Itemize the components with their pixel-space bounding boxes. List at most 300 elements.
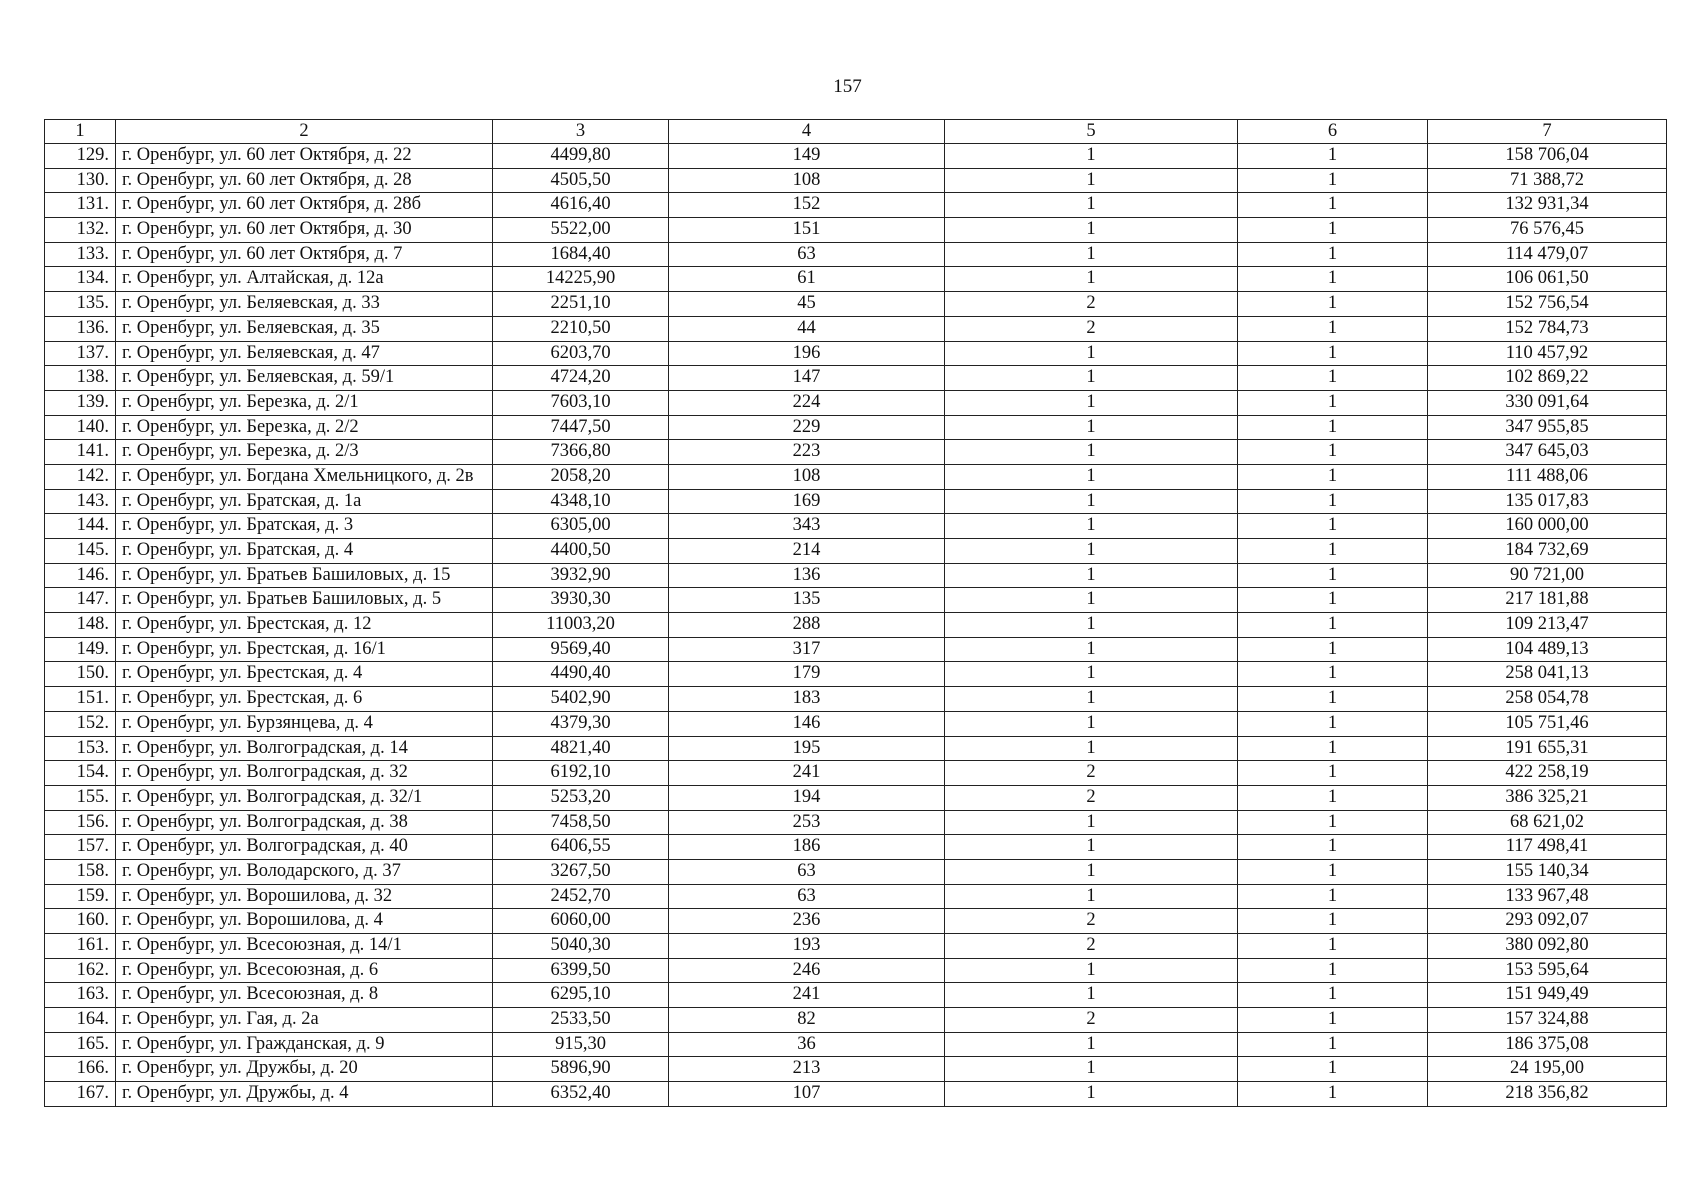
address-cell: г. Оренбург, ул. Дружбы, д. 20 [116,1057,493,1082]
amount-cell: 380 092,80 [1428,934,1667,959]
amount-cell: 160 000,00 [1428,514,1667,539]
value6-cell: 1 [1238,958,1428,983]
count-cell: 229 [669,415,945,440]
value6-cell: 1 [1238,761,1428,786]
area-cell: 7458,50 [493,810,669,835]
row-number-cell: 130. [45,168,116,193]
value5-cell: 1 [945,810,1238,835]
amount-cell: 133 967,48 [1428,884,1667,909]
row-number-cell: 164. [45,1008,116,1033]
address-cell: г. Оренбург, ул. Всесоюзная, д. 6 [116,958,493,983]
area-cell: 9569,40 [493,637,669,662]
value6-cell: 1 [1238,934,1428,959]
table-row [45,366,1667,391]
row-number-cell: 159. [45,884,116,909]
table-row [45,588,1667,613]
table-row [45,934,1667,959]
address-cell: г. Оренбург, ул. Волгоградская, д. 32 [116,761,493,786]
value6-cell: 1 [1238,687,1428,712]
area-cell: 5040,30 [493,934,669,959]
amount-cell: 68 621,02 [1428,810,1667,835]
amount-cell: 76 576,45 [1428,218,1667,243]
value5-cell: 1 [945,242,1238,267]
table-row [45,1057,1667,1082]
row-number-cell: 155. [45,785,116,810]
area-cell: 4724,20 [493,366,669,391]
row-number-cell: 162. [45,958,116,983]
row-number-cell: 144. [45,514,116,539]
value6-cell: 1 [1238,835,1428,860]
value6-cell: 1 [1238,144,1428,169]
count-cell: 193 [669,934,945,959]
value5-cell: 1 [945,464,1238,489]
address-cell: г. Оренбург, ул. Гражданская, д. 9 [116,1032,493,1057]
amount-cell: 90 721,00 [1428,563,1667,588]
table-row [45,464,1667,489]
table-row [45,785,1667,810]
column-header-4: 4 [669,120,945,144]
table-header-row [45,120,1667,144]
count-cell: 45 [669,292,945,317]
value6-cell: 1 [1238,440,1428,465]
area-cell: 7366,80 [493,440,669,465]
value5-cell: 1 [945,415,1238,440]
row-number-cell: 150. [45,662,116,687]
value6-cell: 1 [1238,218,1428,243]
amount-cell: 151 949,49 [1428,983,1667,1008]
row-number-cell: 157. [45,835,116,860]
table-row [45,390,1667,415]
count-cell: 288 [669,613,945,638]
amount-cell: 184 732,69 [1428,539,1667,564]
count-cell: 224 [669,390,945,415]
area-cell: 1684,40 [493,242,669,267]
amount-cell: 191 655,31 [1428,736,1667,761]
area-cell: 2452,70 [493,884,669,909]
table-row [45,711,1667,736]
address-cell: г. Оренбург, ул. Беляевская, д. 35 [116,316,493,341]
count-cell: 61 [669,267,945,292]
count-cell: 214 [669,539,945,564]
amount-cell: 110 457,92 [1428,341,1667,366]
area-cell: 6352,40 [493,1082,669,1107]
amount-cell: 152 756,54 [1428,292,1667,317]
table-row [45,662,1667,687]
area-cell: 2058,20 [493,464,669,489]
table-row [45,884,1667,909]
table-row [45,810,1667,835]
row-number-cell: 142. [45,464,116,489]
value6-cell: 1 [1238,366,1428,391]
value5-cell: 1 [945,884,1238,909]
value6-cell: 1 [1238,563,1428,588]
table-row [45,909,1667,934]
amount-cell: 114 479,07 [1428,242,1667,267]
count-cell: 149 [669,144,945,169]
value5-cell: 2 [945,909,1238,934]
count-cell: 152 [669,193,945,218]
address-cell: г. Оренбург, ул. Волгоградская, д. 38 [116,810,493,835]
area-cell: 5522,00 [493,218,669,243]
table-row [45,637,1667,662]
column-header-6: 6 [1238,120,1428,144]
value6-cell: 1 [1238,292,1428,317]
value6-cell: 1 [1238,662,1428,687]
count-cell: 135 [669,588,945,613]
area-cell: 4400,50 [493,539,669,564]
value5-cell: 1 [945,1057,1238,1082]
area-cell: 6192,10 [493,761,669,786]
amount-cell: 258 054,78 [1428,687,1667,712]
value6-cell: 1 [1238,242,1428,267]
table-row [45,687,1667,712]
count-cell: 179 [669,662,945,687]
value5-cell: 2 [945,761,1238,786]
address-cell: г. Оренбург, ул. Братская, д. 1а [116,489,493,514]
value6-cell: 1 [1238,613,1428,638]
table-row [45,242,1667,267]
address-cell: г. Оренбург, ул. 60 лет Октября, д. 7 [116,242,493,267]
count-cell: 343 [669,514,945,539]
count-cell: 63 [669,859,945,884]
area-cell: 6305,00 [493,514,669,539]
value5-cell: 2 [945,292,1238,317]
area-cell: 7447,50 [493,415,669,440]
address-cell: г. Оренбург, ул. Володарского, д. 37 [116,859,493,884]
count-cell: 223 [669,440,945,465]
row-number-cell: 151. [45,687,116,712]
value5-cell: 1 [945,168,1238,193]
count-cell: 36 [669,1032,945,1057]
count-cell: 241 [669,983,945,1008]
count-cell: 183 [669,687,945,712]
value6-cell: 1 [1238,415,1428,440]
table-row [45,341,1667,366]
amount-cell: 158 706,04 [1428,144,1667,169]
row-number-cell: 158. [45,859,116,884]
amount-cell: 153 595,64 [1428,958,1667,983]
row-number-cell: 135. [45,292,116,317]
table-row [45,835,1667,860]
address-cell: г. Оренбург, ул. Дружбы, д. 4 [116,1082,493,1107]
address-cell: г. Оренбург, ул. Бурзянцева, д. 4 [116,711,493,736]
table-row [45,415,1667,440]
value6-cell: 1 [1238,464,1428,489]
amount-cell: 155 140,34 [1428,859,1667,884]
table-row [45,267,1667,292]
value6-cell: 1 [1238,539,1428,564]
value5-cell: 1 [945,958,1238,983]
value5-cell: 1 [945,440,1238,465]
row-number-cell: 166. [45,1057,116,1082]
count-cell: 147 [669,366,945,391]
count-cell: 108 [669,168,945,193]
table-row [45,168,1667,193]
amount-cell: 102 869,22 [1428,366,1667,391]
area-cell: 915,30 [493,1032,669,1057]
count-cell: 196 [669,341,945,366]
value5-cell: 1 [945,588,1238,613]
table-row [45,761,1667,786]
address-cell: г. Оренбург, ул. Волгоградская, д. 14 [116,736,493,761]
table-row [45,440,1667,465]
value6-cell: 1 [1238,637,1428,662]
column-header-5: 5 [945,120,1238,144]
table-row [45,144,1667,169]
area-cell: 4499,80 [493,144,669,169]
amount-cell: 218 356,82 [1428,1082,1667,1107]
area-cell: 4379,30 [493,711,669,736]
value5-cell: 1 [945,983,1238,1008]
address-cell: г. Оренбург, ул. Беляевская, д. 33 [116,292,493,317]
count-cell: 82 [669,1008,945,1033]
amount-cell: 422 258,19 [1428,761,1667,786]
value5-cell: 1 [945,1082,1238,1107]
area-cell: 4505,50 [493,168,669,193]
value5-cell: 1 [945,144,1238,169]
table-row [45,218,1667,243]
value5-cell: 1 [945,835,1238,860]
row-number-cell: 147. [45,588,116,613]
address-cell: г. Оренбург, ул. Брестская, д. 4 [116,662,493,687]
value6-cell: 1 [1238,859,1428,884]
row-number-cell: 145. [45,539,116,564]
row-number-cell: 161. [45,934,116,959]
row-number-cell: 134. [45,267,116,292]
value6-cell: 1 [1238,193,1428,218]
count-cell: 241 [669,761,945,786]
value5-cell: 1 [945,1032,1238,1057]
row-number-cell: 133. [45,242,116,267]
amount-cell: 293 092,07 [1428,909,1667,934]
amount-cell: 111 488,06 [1428,464,1667,489]
address-cell: г. Оренбург, ул. Березка, д. 2/3 [116,440,493,465]
value6-cell: 1 [1238,341,1428,366]
table-row [45,613,1667,638]
area-cell: 4348,10 [493,489,669,514]
value6-cell: 1 [1238,810,1428,835]
column-header-3: 3 [493,120,669,144]
address-cell: г. Оренбург, ул. Волгоградская, д. 32/1 [116,785,493,810]
area-cell: 4821,40 [493,736,669,761]
value6-cell: 1 [1238,1082,1428,1107]
address-cell: г. Оренбург, ул. 60 лет Октября, д. 28 [116,168,493,193]
area-cell: 2251,10 [493,292,669,317]
row-number-cell: 136. [45,316,116,341]
area-cell: 5896,90 [493,1057,669,1082]
row-number-cell: 146. [45,563,116,588]
count-cell: 63 [669,884,945,909]
amount-cell: 117 498,41 [1428,835,1667,860]
area-cell: 7603,10 [493,390,669,415]
value6-cell: 1 [1238,168,1428,193]
page-number: 157 [833,76,862,97]
address-cell: г. Оренбург, ул. Богдана Хмельницкого, д. 2в [116,464,493,489]
address-cell: г. Оренбург, ул. Всесоюзная, д. 8 [116,983,493,1008]
area-cell: 6399,50 [493,958,669,983]
address-cell: г. Оренбург, ул. Братьев Башиловых, д. 15 [116,563,493,588]
count-cell: 63 [669,242,945,267]
address-cell: г. Оренбург, ул. Брестская, д. 12 [116,613,493,638]
value5-cell: 1 [945,218,1238,243]
value5-cell: 1 [945,539,1238,564]
value5-cell: 1 [945,736,1238,761]
row-number-cell: 143. [45,489,116,514]
value6-cell: 1 [1238,316,1428,341]
amount-cell: 152 784,73 [1428,316,1667,341]
count-cell: 169 [669,489,945,514]
row-number-cell: 163. [45,983,116,1008]
area-cell: 5253,20 [493,785,669,810]
area-cell: 2210,50 [493,316,669,341]
amount-cell: 157 324,88 [1428,1008,1667,1033]
amount-cell: 132 931,34 [1428,193,1667,218]
amount-cell: 347 955,85 [1428,415,1667,440]
value5-cell: 1 [945,711,1238,736]
value5-cell: 2 [945,316,1238,341]
area-cell: 4490,40 [493,662,669,687]
row-number-cell: 153. [45,736,116,761]
value6-cell: 1 [1238,711,1428,736]
value5-cell: 1 [945,193,1238,218]
row-number-cell: 149. [45,637,116,662]
value6-cell: 1 [1238,267,1428,292]
value5-cell: 1 [945,859,1238,884]
row-number-cell: 132. [45,218,116,243]
address-cell: г. Оренбург, ул. Беляевская, д. 59/1 [116,366,493,391]
amount-cell: 105 751,46 [1428,711,1667,736]
row-number-cell: 137. [45,341,116,366]
row-number-cell: 160. [45,909,116,934]
count-cell: 151 [669,218,945,243]
area-cell: 6203,70 [493,341,669,366]
address-cell: г. Оренбург, ул. Ворошилова, д. 32 [116,884,493,909]
count-cell: 44 [669,316,945,341]
amount-cell: 386 325,21 [1428,785,1667,810]
count-cell: 213 [669,1057,945,1082]
row-number-cell: 140. [45,415,116,440]
count-cell: 186 [669,835,945,860]
address-cell: г. Оренбург, ул. Ворошилова, д. 4 [116,909,493,934]
row-number-cell: 154. [45,761,116,786]
area-cell: 4616,40 [493,193,669,218]
address-cell: г. Оренбург, ул. Братьев Башиловых, д. 5 [116,588,493,613]
address-cell: г. Оренбург, ул. Брестская, д. 6 [116,687,493,712]
area-cell: 6060,00 [493,909,669,934]
value5-cell: 1 [945,662,1238,687]
table-row [45,563,1667,588]
row-number-cell: 167. [45,1082,116,1107]
count-cell: 317 [669,637,945,662]
address-cell: г. Оренбург, ул. Волгоградская, д. 40 [116,835,493,860]
area-cell: 6295,10 [493,983,669,1008]
value5-cell: 2 [945,785,1238,810]
address-cell: г. Оренбург, ул. Братская, д. 3 [116,514,493,539]
table-row [45,193,1667,218]
table-row [45,736,1667,761]
column-header-7: 7 [1428,120,1667,144]
address-cell: г. Оренбург, ул. Брестская, д. 16/1 [116,637,493,662]
column-header-1: 1 [45,120,116,144]
table-row [45,859,1667,884]
row-number-cell: 139. [45,390,116,415]
value6-cell: 1 [1238,1057,1428,1082]
address-cell: г. Оренбург, ул. Всесоюзная, д. 14/1 [116,934,493,959]
area-cell: 11003,20 [493,613,669,638]
value6-cell: 1 [1238,514,1428,539]
value5-cell: 1 [945,687,1238,712]
value6-cell: 1 [1238,1008,1428,1033]
address-cell: г. Оренбург, ул. 60 лет Октября, д. 30 [116,218,493,243]
value5-cell: 1 [945,563,1238,588]
address-cell: г. Оренбург, ул. 60 лет Октября, д. 22 [116,144,493,169]
area-cell: 2533,50 [493,1008,669,1033]
amount-cell: 71 388,72 [1428,168,1667,193]
column-header-2: 2 [116,120,493,144]
row-number-cell: 129. [45,144,116,169]
amount-cell: 330 091,64 [1428,390,1667,415]
amount-cell: 347 645,03 [1428,440,1667,465]
value5-cell: 2 [945,934,1238,959]
value6-cell: 1 [1238,588,1428,613]
value5-cell: 1 [945,341,1238,366]
amount-cell: 186 375,08 [1428,1032,1667,1057]
value5-cell: 1 [945,366,1238,391]
count-cell: 253 [669,810,945,835]
amount-cell: 109 213,47 [1428,613,1667,638]
table-row [45,983,1667,1008]
table-row [45,1032,1667,1057]
row-number-cell: 141. [45,440,116,465]
row-number-cell: 148. [45,613,116,638]
value5-cell: 1 [945,637,1238,662]
count-cell: 246 [669,958,945,983]
table-row [45,292,1667,317]
table-row [45,1082,1667,1107]
amount-cell: 217 181,88 [1428,588,1667,613]
value6-cell: 1 [1238,1032,1428,1057]
address-cell: г. Оренбург, ул. Гая, д. 2а [116,1008,493,1033]
table-row [45,489,1667,514]
count-cell: 136 [669,563,945,588]
address-cell: г. Оренбург, ул. Беляевская, д. 47 [116,341,493,366]
value5-cell: 1 [945,613,1238,638]
area-cell: 3932,90 [493,563,669,588]
value5-cell: 1 [945,390,1238,415]
count-cell: 107 [669,1082,945,1107]
table-row [45,958,1667,983]
value6-cell: 1 [1238,489,1428,514]
value6-cell: 1 [1238,785,1428,810]
row-number-cell: 138. [45,366,116,391]
count-cell: 194 [669,785,945,810]
value6-cell: 1 [1238,390,1428,415]
table-row [45,514,1667,539]
address-cell: г. Оренбург, ул. Братская, д. 4 [116,539,493,564]
value5-cell: 1 [945,267,1238,292]
address-cell: г. Оренбург, ул. Алтайская, д. 12а [116,267,493,292]
count-cell: 195 [669,736,945,761]
row-number-cell: 152. [45,711,116,736]
area-cell: 3930,30 [493,588,669,613]
amount-cell: 104 489,13 [1428,637,1667,662]
area-cell: 6406,55 [493,835,669,860]
area-cell: 3267,50 [493,859,669,884]
value6-cell: 1 [1238,909,1428,934]
amount-cell: 106 061,50 [1428,267,1667,292]
amount-cell: 258 041,13 [1428,662,1667,687]
address-cell: г. Оренбург, ул. 60 лет Октября, д. 28б [116,193,493,218]
